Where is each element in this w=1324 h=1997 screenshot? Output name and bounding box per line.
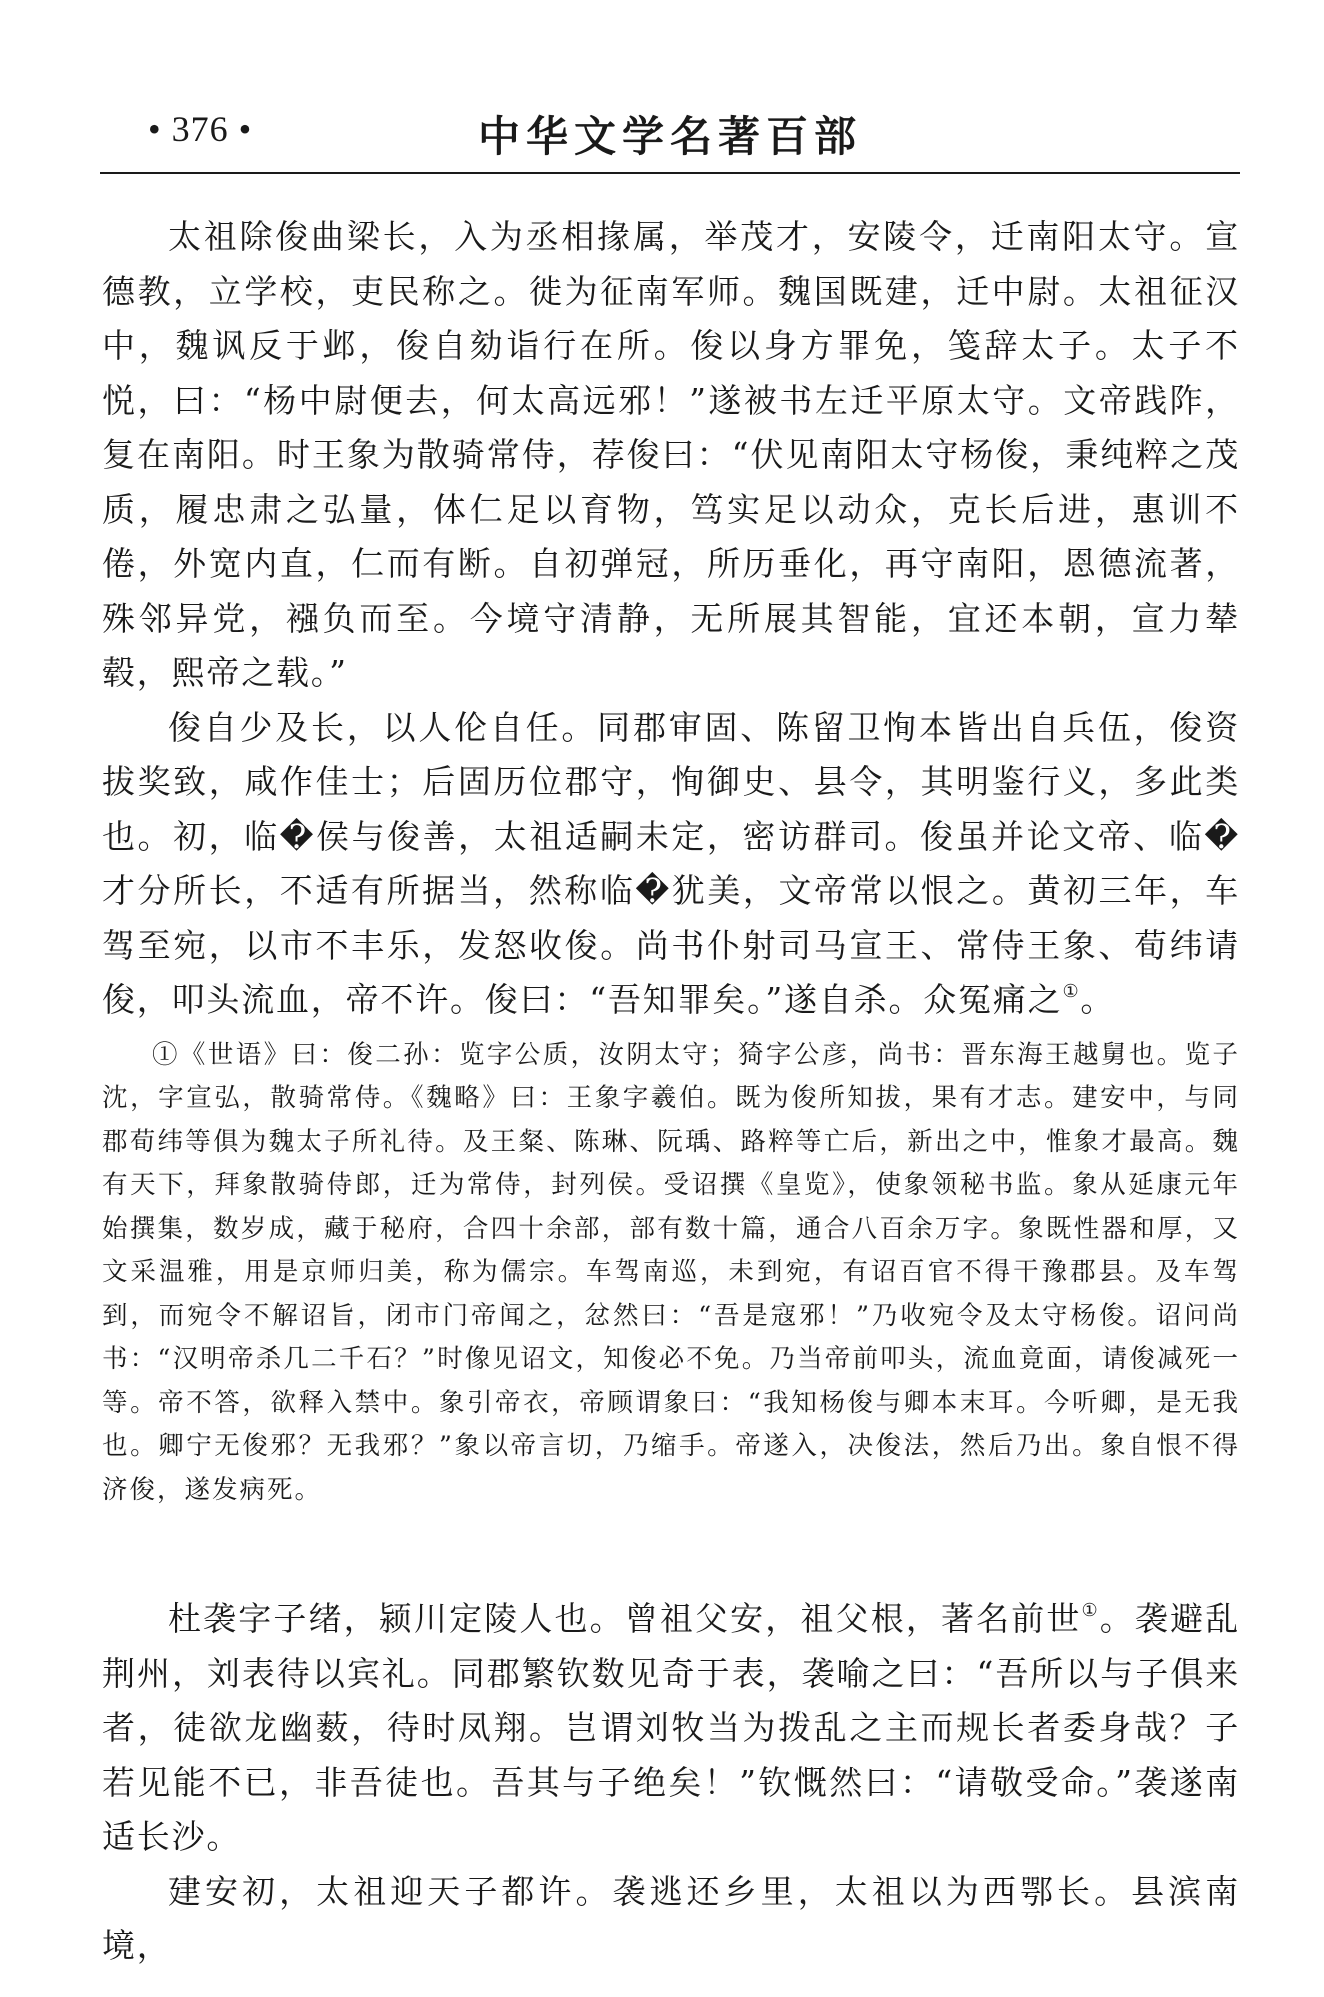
paragraph-3-text: 杜袭字子绪，颍川定陵人也。曾祖父安，祖父根，著名前世 (168, 1599, 1082, 1638)
paragraph-3-end: 。袭避乱荆州，刘表待以宾礼。同郡繁钦数见奇于表，袭喻之曰：“吾所以与子俱来者，徒欲龙幽薮，待时凤翔。岂谓刘牧当为拨乱之主而规长者委身哉？子若见能不已，非吾徒也。吾其与子绝矣！”钦慨然曰：“请敬受命。”袭遂南适长沙。 (102, 1599, 1241, 1856)
page-content (102, 210, 1240, 1974)
paragraph-1: 太祖除俊曲梁长，入为丞相掾属，举茂才，安陵令，迁南阳太守。宣德教，立学校，吏民称之。徙为征南军师。魏国既建，迁中尉。太祖征汉中，魏讽反于邺，俊自劾诣行在所。俊以身方罪免，笺辞太子。太子不悦，曰：“杨中尉便去，何太高远邪！”遂被书左迁平原太守。文帝践阼，复在南阳。时王象为散骑常侍，荐俊曰：“伏见南阳太守杨俊，秉纯粹之茂质，履忠肃之弘量，体仁足以育物，笃实足以动众，克长后进，惠训不倦，外宽内直，仁而有断。自初弹冠，所历垂化，再守南阳，恩德流著，殊邻异党，襁负而至。今境守清静，无所展其智能，宜还本朝，宣力辇毂，熙帝之载。” (102, 217, 1240, 692)
footnote-marker: ① (1062, 981, 1081, 1002)
header-rule (100, 172, 1240, 174)
section-gap (102, 1512, 1240, 1592)
book-title: 中华文学名著百部 (477, 112, 862, 161)
paragraph-2 (102, 701, 1240, 1028)
footnote-marker: ① (1081, 1600, 1100, 1621)
page-header (100, 108, 1240, 172)
paragraph-3 (102, 1592, 1240, 1865)
paragraph-2-end: 。 (1080, 980, 1116, 1019)
footnote-1: ①《世语》曰：俊二孙：览字公质，汝阴太守；猗字公彦，尚书：晋东海王越舅也。览子沈，字宣弘，散骑常侍。《魏略》曰：王象字羲伯。既为俊所知拔，果有才志。建安中，与同郡荀纬等俱为魏太子所礼待。及王粲、陈琳、阮瑀、路粹等亡后，新出之中，惟象才最高。魏有天下，拜象散骑侍郎，迁为常侍，封列侯。受诏撰《皇览》，使象领秘书监。象从延康元年始撰集，数岁成，藏于秘府，合四十余部，部有数十篇，通合八百余万字。象既性器和厚，又文采温雅，用是京师归美，称为儒宗。车驾南巡，未到宛，有诏百官不得干豫郡县。及车驾到，而宛令不解诏旨，闭市门帝闻之，忿然曰：“吾是寇邪！”乃收宛令及太守杨俊。诏问尚书：“汉明帝杀几二千石？”时像见诏文，知俊必不免。乃当帝前叩头，流血竟面，请俊减死一等。帝不答，欲释入禁中。象引帝衣，帝顾谓象曰：“我知杨俊与卿本末耳。今听卿，是无我也。卿宁无俊邪？无我邪？”象以帝言切，乃缩手。帝遂入，决俊法，然后乃出。象自恨不得济俊，遂发病死。 (102, 1039, 1240, 1505)
paragraph-4: 建安初，太祖迎天子都许。袭逃还乡里，太祖以为西鄂长。县滨南境， (102, 1871, 1240, 1965)
paragraph-2-text: 俊自少及长，以人伦自任。同郡审固、陈留卫恂本皆出自兵伍，俊资拔奖致，咸作佳士；后固历位郡守，恂御史、县令，其明鉴行义，多此类也。初，临�侯与俊善，太祖适嗣未定，密访群司。俊虽并论文帝、临�才分所长，不适有所据当，然称临�犹美，文帝常以恨之。黄初三年，车驾至宛，以市不丰乐，发怒收俊。尚书仆射司马宣王、常侍王象、荀纬请俊，叩头流血，帝不许。俊曰：“吾知罪矣。”遂自杀。众冤痛之 (102, 707, 1240, 1019)
page-number: • 376 • (148, 109, 253, 149)
